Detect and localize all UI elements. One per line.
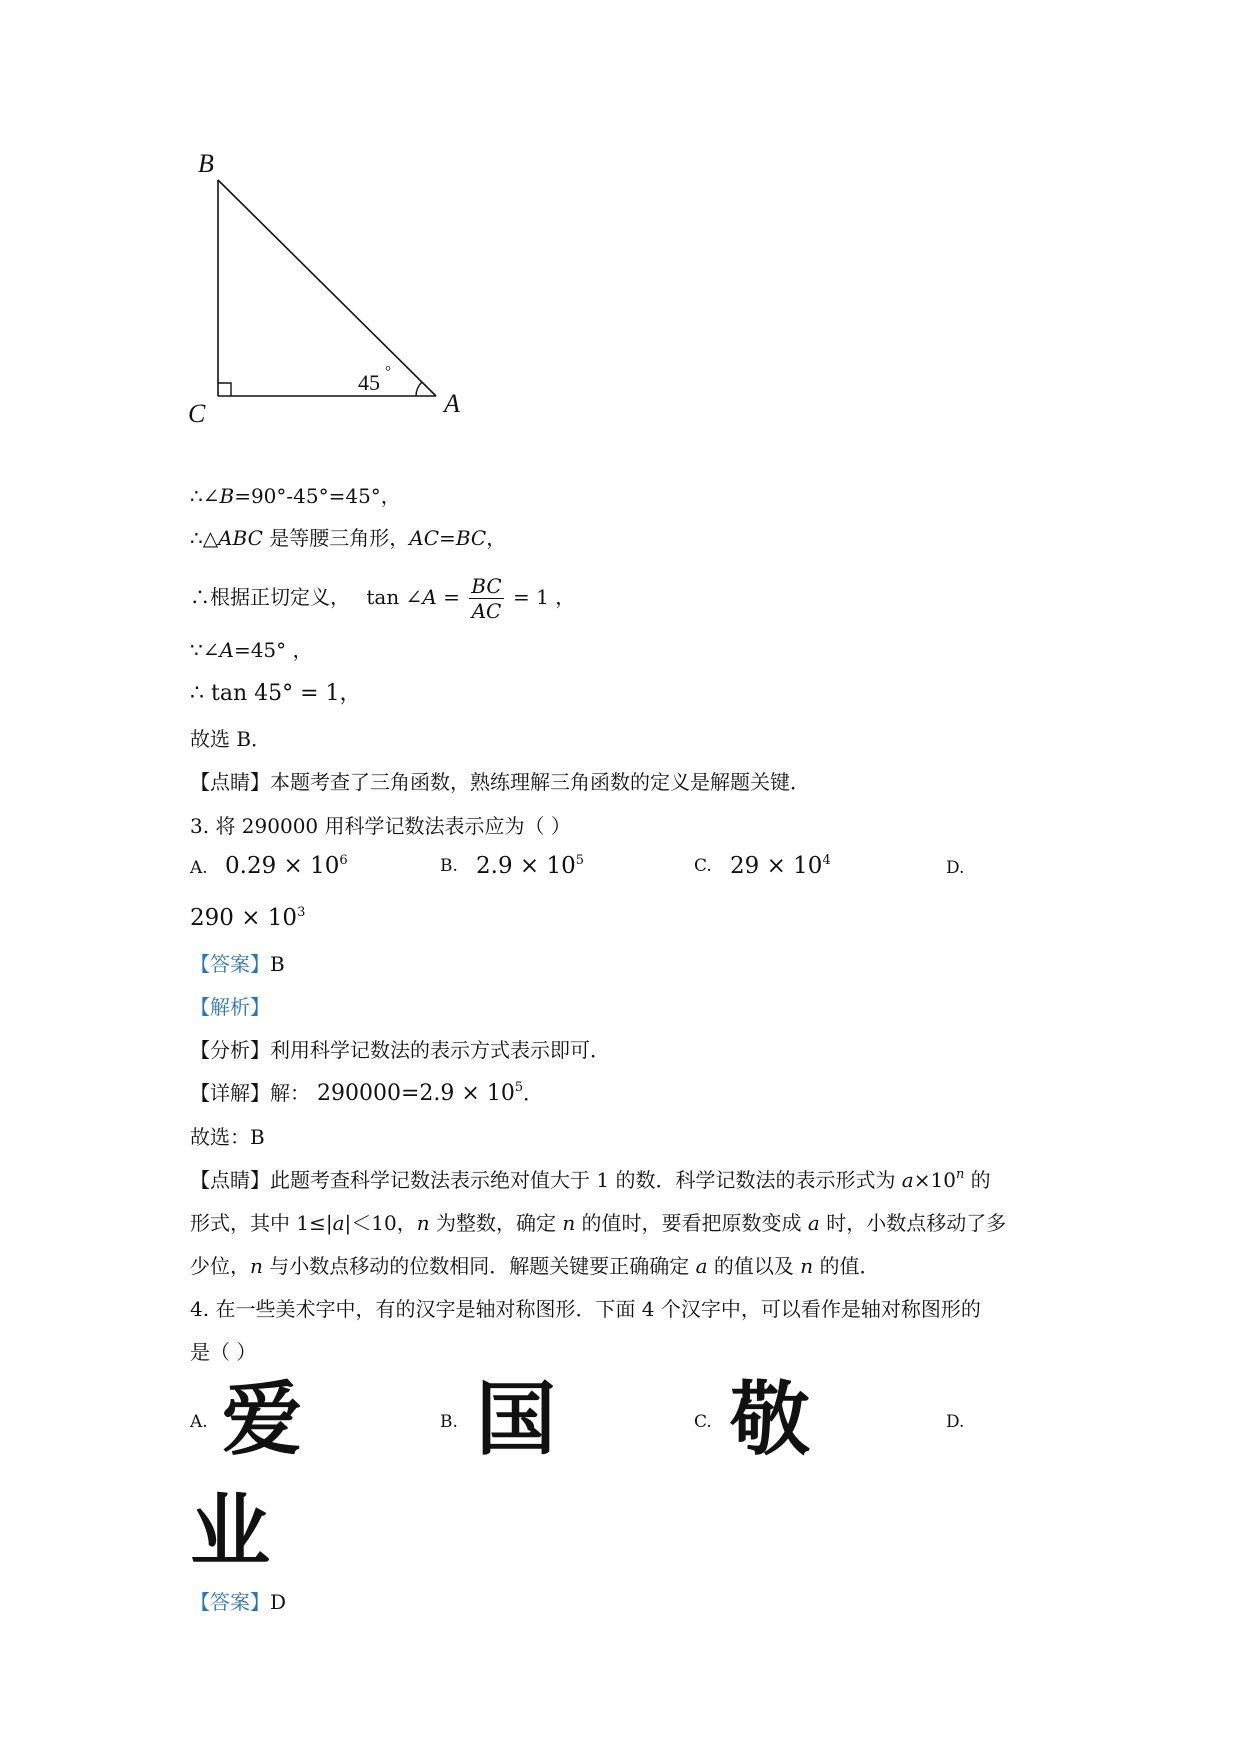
text: =45° ， [233,638,313,662]
exponent: 3 [297,905,306,920]
option-letter: A. [190,858,208,878]
text: ． [523,1081,544,1105]
option-value [190,905,305,931]
text: |＜10， [344,1211,417,1235]
triangle-figure [180,150,480,430]
angle-arc [416,382,422,396]
q3-note-line-1 [190,1166,991,1194]
fraction-bc-over-ac [469,574,503,623]
q3-answer [190,950,285,978]
var: B [219,484,235,508]
var: a [332,1211,345,1235]
q3-fenxi [190,1036,610,1064]
text: ∴根据正切定义， [190,585,350,609]
option-letter: C. [694,856,712,876]
option-letter: C. [694,1412,712,1432]
text: 此题考查科学记数法表示绝对值大于 1 的数．科学记数法的表示形式为 [270,1168,902,1192]
note-q2 [190,768,810,796]
vertex-label-c: C [188,399,206,428]
text: ∴△ [190,526,219,550]
note-text: 本题考查了三角函数，熟练理解三角函数的定义是解题关键． [270,770,810,794]
side-ab [218,180,436,396]
option-letter: B. [440,1412,458,1432]
text: = [436,585,467,609]
vertex-label-a: A [444,389,460,418]
exponent: 6 [339,853,348,868]
exponent: 4 [822,853,831,868]
text: 解： [270,1081,310,1105]
solution-line-6: 故选 B． [190,727,272,751]
mantissa: 0.29 × 10 [225,853,340,879]
text: ∴∠ [190,484,220,508]
text: = [439,526,456,550]
text: ， [486,526,507,550]
var: a [901,1168,914,1192]
exponent: 5 [514,1080,524,1095]
var: ABC [218,526,263,550]
var: A [422,585,437,609]
fraction-numerator: BC [471,574,502,598]
option-char-image: 爱 [222,1373,302,1466]
text: 的值以及 [707,1254,801,1278]
option-char-image: 国 [476,1373,556,1466]
option-char-image: 业 [190,1485,270,1578]
var: n [250,1254,263,1278]
var: a [695,1254,708,1278]
mantissa: 2.9 × 10 [476,853,576,879]
fraction-denominator: AC [471,599,502,623]
text: 的 [964,1168,991,1192]
text: 的值． [813,1254,880,1278]
solution-line-2 [190,524,506,552]
q3-choose: 故选：B [190,1125,265,1149]
answer-tag: 【答案】 [190,952,270,976]
right-angle-mark [218,383,231,396]
xiangjie-tag: 【详解】 [190,1081,270,1105]
answer-tag: 【答案】 [190,1590,270,1614]
text: 形式，其中 1≤| [190,1211,333,1235]
solution-line-4 [190,636,313,664]
var: n [800,1254,814,1278]
note-tag: 【点睛】 [190,1168,270,1192]
text: ×10 [913,1168,956,1192]
q4-answer [190,1588,286,1616]
var: n [562,1211,576,1235]
note-tag: 【点睛】 [190,770,270,794]
vertex-label-b: B [198,150,214,178]
var: n [416,1211,430,1235]
option-letter: D. [946,1412,965,1432]
text: 是等腰三角形， [262,526,410,550]
q4-stem-line-2: 是（ ） [190,1340,257,1364]
mantissa: 290 × 10 [190,905,298,931]
var: a [807,1211,820,1235]
q3-stem: 3. 将 290000 用科学记数法表示应为（ ） [190,814,571,838]
var: AC [409,526,440,550]
solution-line-1 [190,482,401,510]
answer-value: B [270,952,285,976]
angle-value-label: 45 [358,370,380,395]
text: 为整数，确定 [429,1211,563,1235]
answer-value: D [270,1590,287,1614]
q3-xiangjie [190,1079,543,1108]
option-letter: D. [946,858,965,878]
exponent: n [955,1167,965,1182]
option-letter: B. [440,856,458,876]
text: 少位， [190,1254,250,1278]
q3-analysis-tag: 【解析】 [190,995,270,1019]
option-value [476,853,584,879]
tan-fn: tan ∠ [366,585,423,609]
exponent: 5 [575,853,585,868]
solution-line-3 [190,568,575,626]
q3-note-line-2 [190,1209,1006,1237]
text: ∵∠ [190,638,220,662]
option-value [730,853,831,879]
var: BC [455,526,487,550]
option-letter: A. [190,1412,208,1432]
solution-line-5: ∴ tan 45° = 1， [190,681,362,706]
fenxi-text: 利用科学记数法的表示方式表示即可． [270,1038,610,1062]
text: =90°-45°=45°， [234,484,401,508]
option-value [225,853,348,879]
text: 的值时，要看把原数变成 [575,1211,808,1235]
q4-stem-line-1: 4. 在一些美术字中，有的汉字是轴对称图形．下面 4 个汉字中，可以看作是轴对称图形的 [190,1297,981,1321]
fenxi-tag: 【分析】 [190,1038,270,1062]
text: = 1 ， [506,585,576,609]
angle-degree-mark: ° [385,364,391,380]
option-char-image: 敬 [730,1373,810,1466]
text: 时，小数点移动了多 [819,1211,1007,1235]
mantissa: 29 × 10 [730,853,823,879]
q3-note-line-3 [190,1252,880,1280]
var: A [219,638,234,662]
mantissa: 290000=2.9 × 10 [310,1081,515,1106]
text: 与小数点移动的位数相同．解题关键要正确确定 [262,1254,696,1278]
